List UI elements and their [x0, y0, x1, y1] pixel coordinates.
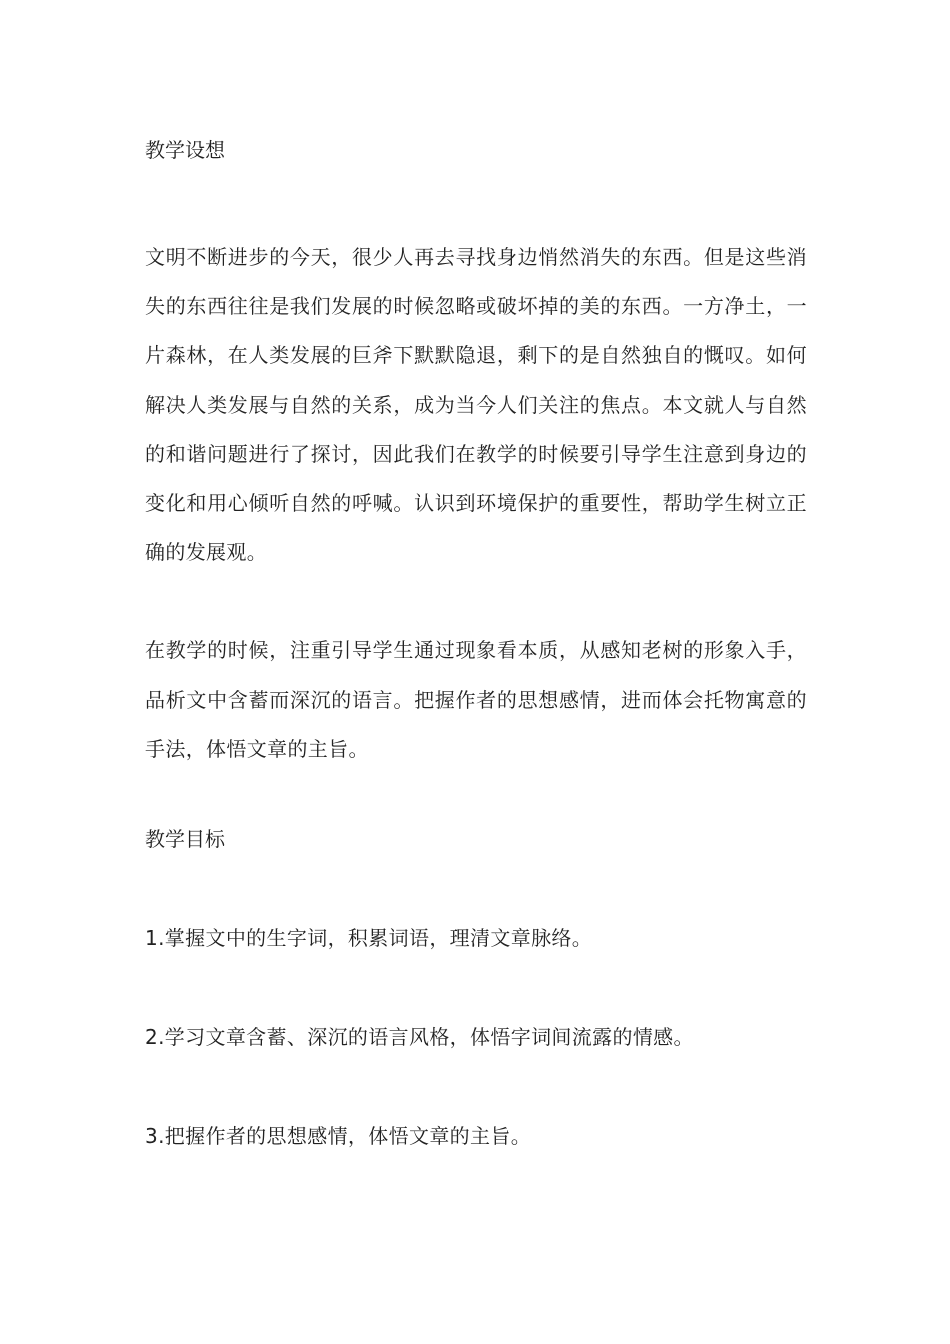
paragraph-intro: 文明不断进步的今天，很少人再去寻找身边悄然消失的东西。但是这些消失的东西往往是我们发展的时候忽略或破坏掉的美的东西。一方净土，一片森林，在人类发展的巨斧下默默隐退，剩下的是自然独自的慨叹。如何解决人类发展与自然的关系，成为当今人们关注的焦点。本文就人与自然的和谐问题进行了探讨，因此我们在教学的时候要引导学生注意到身边的变化和用心倾听自然的呼喊。认识到环境保护的重要性，帮助学生树立正确的发展观。	[145, 245, 807, 565]
goal-item-3: 3.把握作者的思想感情，体悟文章的主旨。	[145, 1124, 532, 1149]
paragraph-method: 在教学的时候，注重引导学生通过现象看本质，从感知老树的形象入手，品析文中含蓄而深沉的语言。把握作者的思想感情，进而体会托物寓意的手法，体悟文章的主旨。	[145, 638, 807, 761]
section-heading-teaching-goals: 教学目标	[145, 827, 225, 852]
goal-item-2: 2.学习文章含蓄、深沉的语言风格，体悟字词间流露的情感。	[145, 1025, 694, 1050]
goal-item-1: 1.掌握文中的生字词，积累词语，理清文章脉络。	[145, 926, 593, 951]
section-heading-teaching-idea: 教学设想	[145, 138, 225, 162]
document-page	[145, 134, 807, 1153]
